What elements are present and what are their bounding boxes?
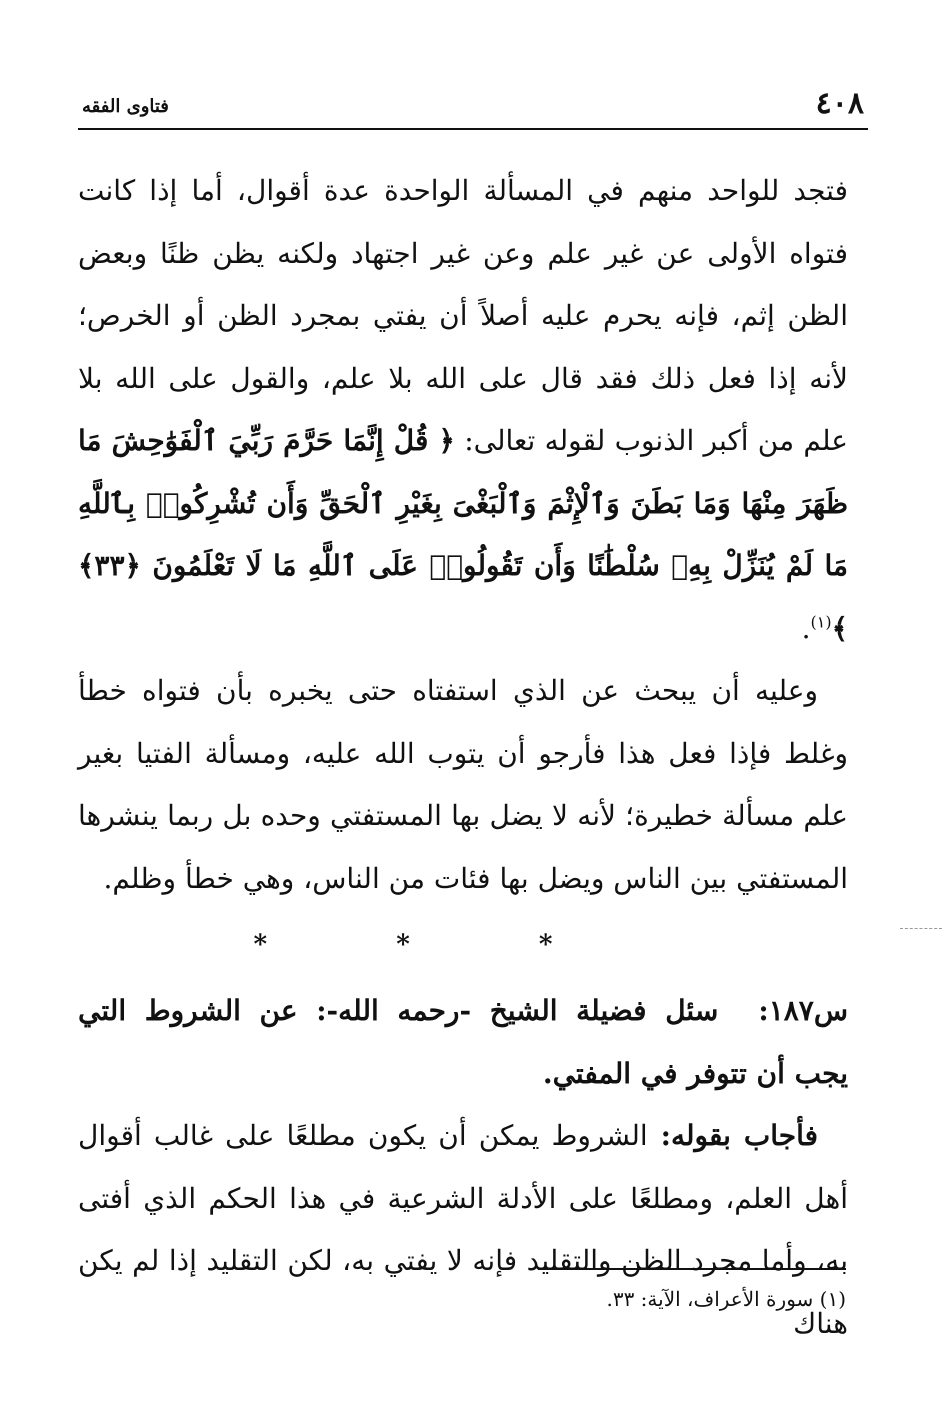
main-text xyxy=(78,160,848,1355)
quran-verse: ﴿ قُلْ إِنَّمَا حَرَّمَ رَبِّيَ ٱلْفَوَٰحِشَ مَا ظَهَرَ مِنْهَا وَمَا بَطَنَ وَٱلْإِثْمَ وَٱلْبَغْىَ بِغَيْرِ ٱلْحَقِّ وَأَن تُشْرِكُوا۟ بِٱللَّهِ مَا لَمْ يُنَزِّلْ بِهِۦ سُلْطَٰنًا وَأَن تَقُولُوا۟ عَلَى ٱللَّهِ مَا لَا تَعْلَمُونَ ﴿٣٣﴾ ﴾ xyxy=(78,424,848,645)
answer-text: الشروط يمكن أن يكون مطلعًا على غالب أقوال أهل العلم، ومطلعًا على الأدلة الشرعية في هذا الحكم الذي أفتى به، وأما مجرد الظن والتقليد فإنه لا يفتي به، لكن التقليد إذا لم يكن هناك xyxy=(78,1119,848,1340)
footnote-rule xyxy=(538,1268,846,1270)
page-number: ٤٠٨ xyxy=(815,86,864,121)
section-separator: * * * xyxy=(253,930,613,960)
answer-paragraph xyxy=(78,1105,848,1355)
question-text: سئل فضيلة الشيخ -رحمه الله-: عن الشروط التي يجب أن تتوفر في المفتي. xyxy=(78,994,848,1090)
header-rule xyxy=(78,128,868,130)
running-title: فتاوى الفقه xyxy=(82,96,169,117)
answer-lead: فأجاب بقوله: xyxy=(647,1119,818,1152)
question-number: س١٨٧: xyxy=(758,994,848,1027)
scan-mark xyxy=(900,928,942,929)
paragraph-2: وعليه أن يبحث عن الذي استفتاه حتى يخبره بأن فتواه خطأ وغلط فإذا فعل هذا فأرجو أن يتوب الله عليه، ومسألة الفتيا بغير علم مسألة خطيرة؛ لأنه لا يضل بها المستفتي وحده بل ربما ينشرها المستفتي بين الناس ويضل بها فئات من الناس، وهي خطأ وظلم. xyxy=(78,674,849,895)
paragraph-1 xyxy=(78,160,848,660)
paragraph-1-intro: فتجد للواحد منهم في المسألة الواحدة عدة أقوال، أما إذا كانت فتواه الأولى عن غير علم وعن غير اجتهاد ولكنه يظن ظنًا وبعض الظن إثم، فإنه يحرم عليه أصلاً أن يفتي بمجرد الظن أو الخرص؛ لأنه إذا فعل ذلك فقد قال على الله بلا علم، والقول على الله بلا علم من أكبر الذنوب لقوله تعالى: xyxy=(78,174,849,457)
page-header xyxy=(82,78,864,122)
paragraph-1-end: . xyxy=(801,611,811,645)
footnote-reference: (١) xyxy=(810,612,832,632)
question-paragraph xyxy=(78,980,848,1105)
footnote: (١) سورة الأعراف، الآية: ٣٣. xyxy=(606,1287,846,1311)
